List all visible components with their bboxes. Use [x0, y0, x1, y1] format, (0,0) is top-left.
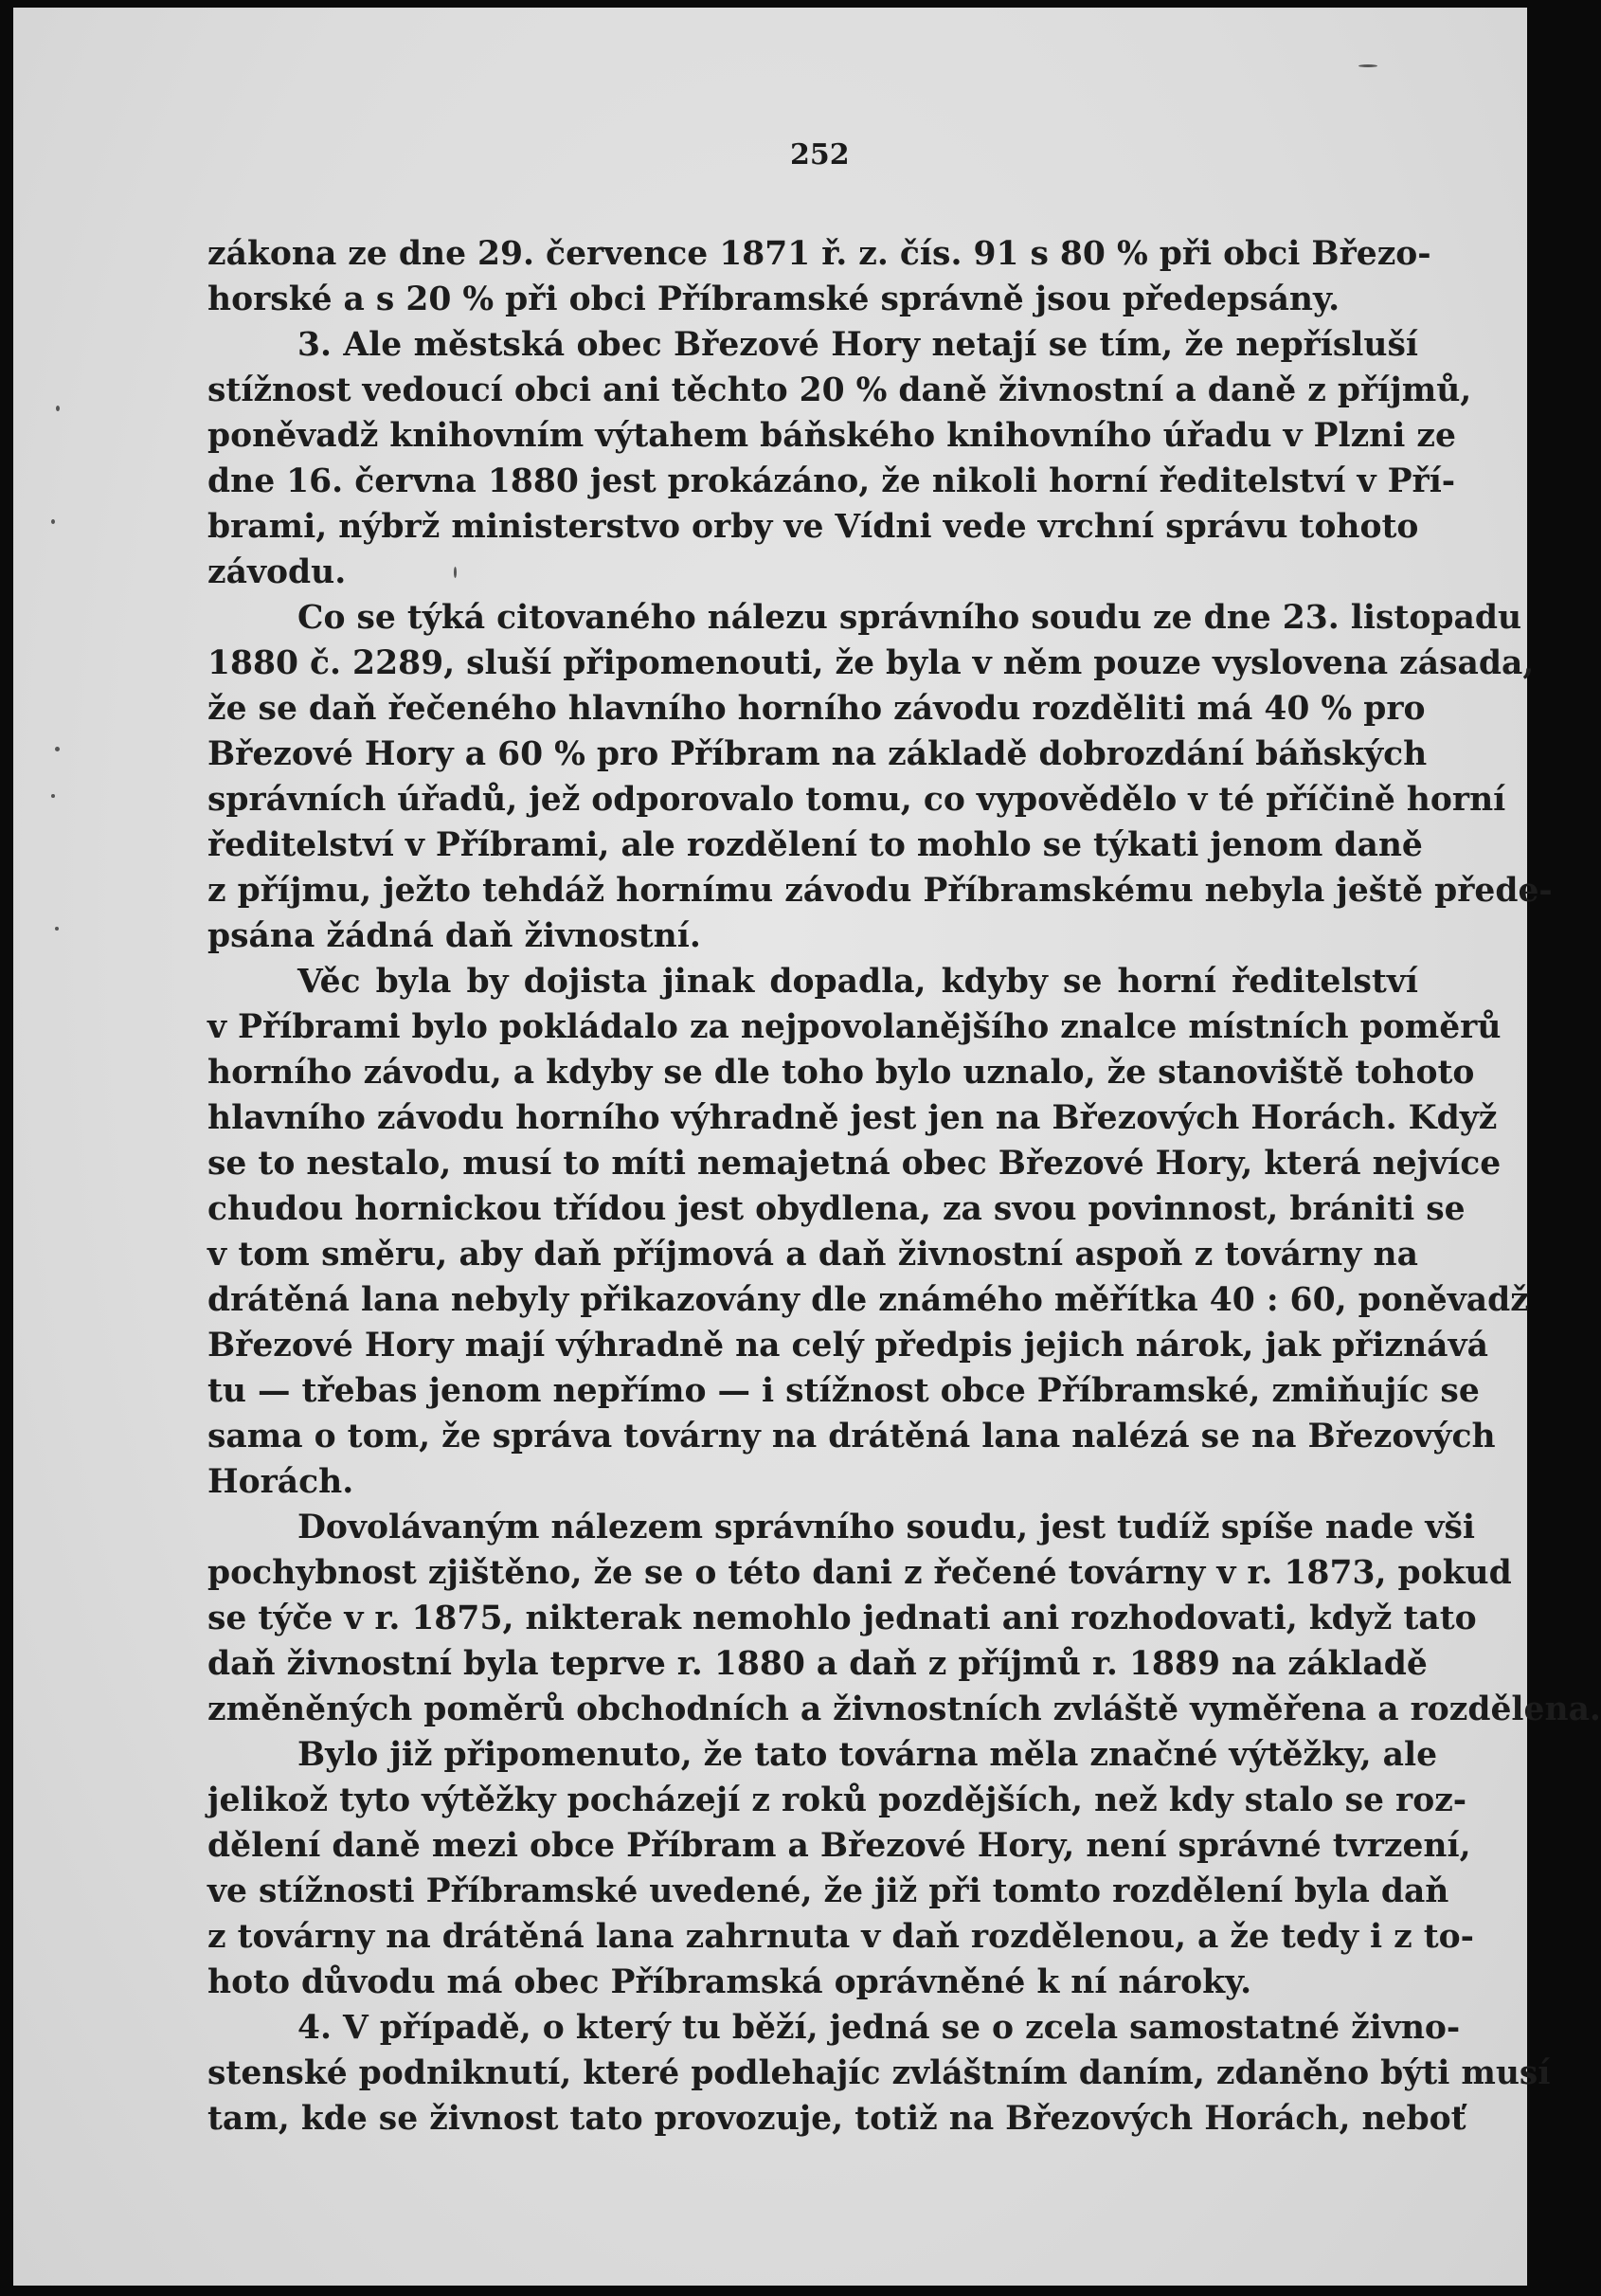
text-line: Co se týká citovaného nálezu správního soudu ze dne 23. listopadu: [297, 599, 1522, 637]
text-line: brami, nýbrž ministerstvo orby ve Vídni vede vrchní správu tohoto: [207, 508, 1419, 546]
text-line: z příjmu, ježto tehdáž hornímu závodu Příbramskému nebyla ještě přede-: [207, 872, 1553, 910]
text-line: že se daň řečeného hlavního horního závodu rozděliti má 40 % pro: [207, 690, 1426, 728]
scan-speck: [51, 794, 55, 798]
text-line: chudou hornickou třídou jest obydlena, za svou povinnost, brániti se: [207, 1190, 1466, 1228]
text-line: pochybnost zjištěno, že se o této dani z řečené továrny v r. 1873, pokud: [207, 1554, 1512, 1592]
text-line: hlavního závodu horního výhradně jest jen na Březových Horách. Když: [207, 1099, 1498, 1137]
text-line: psána žádná daň živnostní.: [207, 917, 701, 955]
page-number: 252: [790, 138, 850, 172]
text-line: sama o tom, že správa továrny na drátěná lana nalézá se na Březových: [207, 1418, 1496, 1455]
text-line: Věc byla by dojista jinak dopadla, kdyby se horní ředitelství: [297, 963, 1418, 1001]
scan-speck: [1358, 64, 1377, 67]
text-line: zákona ze dne 29. července 1871 ř. z. čís. 91 s 80 % při obci Březo-: [207, 235, 1431, 273]
text-line: stenské podniknutí, které podlehajíc zvláštním daním, zdaněno býti musí: [207, 2054, 1551, 2092]
text-line: horního závodu, a kdyby se dle toho bylo uznalo, že stanoviště tohoto: [207, 1054, 1475, 1092]
text-line: tu — třebas jenom nepřímo — i stížnost obce Příbramské, zmiňujíc se: [207, 1372, 1480, 1410]
scan-speck: [454, 567, 457, 578]
text-line: Horách.: [207, 1463, 354, 1501]
text-line: závodu.: [207, 553, 347, 591]
text-line: 1880 č. 2289, sluší připomenouti, že byla v něm pouze vyslovena zásada,: [207, 644, 1535, 682]
scanned-page: [13, 8, 1601, 2286]
text-line: dělení daně mezi obce Příbram a Březové Hory, není správné tvrzení,: [207, 1827, 1471, 1865]
text-line: hoto důvodu má obec Příbramská oprávněné k ní nároky.: [207, 1963, 1252, 2001]
text-line: drátěná lana nebyly přikazovány dle známého měřítka 40 : 60, poněvadž: [207, 1281, 1529, 1319]
scan-speck: [56, 406, 60, 411]
scan-speck: [55, 747, 60, 751]
text-line: v tom směru, aby daň příjmová a daň živnostní aspoň z továrny na: [207, 1236, 1418, 1274]
text-line: Dovolávaným nálezem správního soudu, jest tudíž spíše nade vši: [297, 1509, 1475, 1546]
text-line: v Příbrami bylo pokládalo za nejpovolanějšího znalce místních poměrů: [207, 1008, 1502, 1046]
text-line: správních úřadů, jež odporovalo tomu, co vypovědělo v té příčině horní: [207, 781, 1506, 819]
text-line: stížnost vedoucí obci ani těchto 20 % daně živnostní a daně z příjmů,: [207, 371, 1472, 409]
body-text: [207, 231, 1601, 2142]
text-line: ve stížnosti Příbramské uvedené, že již při tomto rozdělení byla daň: [207, 1872, 1449, 1910]
text-line: jelikož tyto výtěžky pocházejí z roků pozdějších, než kdy stalo se roz-: [207, 1781, 1467, 1819]
text-line: dne 16. června 1880 jest prokázáno, že nikoli horní ředitelství v Pří-: [207, 462, 1456, 500]
text-line: ředitelství v Příbrami, ale rozdělení to mohlo se týkati jenom daně: [207, 826, 1423, 864]
text-line: horské a s 20 % při obci Příbramské správně jsou předepsány.: [207, 280, 1340, 318]
text-line: změněných poměrů obchodních a živnostních zvláště vyměřena a rozdělena.: [207, 1690, 1601, 1728]
text-line: tam, kde se živnost tato provozuje, totiž na Březových Horách, neboť: [207, 2100, 1466, 2138]
text-line: Březové Hory a 60 % pro Příbram na základě dobrozdání báňských: [207, 735, 1428, 773]
text-line: 3. Ale městská obec Březové Hory netají se tím, že nepřísluší: [297, 326, 1418, 364]
text-line: Bylo již připomenuto, že tato továrna měla značné výtěžky, ale: [297, 1736, 1438, 1774]
text-line: daň živnostní byla teprve r. 1880 a daň z příjmů r. 1889 na základě: [207, 1645, 1428, 1683]
scan-speck: [51, 519, 55, 524]
text-line: z továrny na drátěná lana zahrnuta v daň rozdělenou, a že tedy i z to-: [207, 1918, 1474, 1956]
text-line: Březové Hory mají výhradně na celý předpis jejich nárok, jak přiznává: [207, 1327, 1488, 1365]
text-line: poněvadž knihovním výtahem báňského knihovního úřadu v Plzni ze: [207, 417, 1456, 455]
text-line: 4. V případě, o který tu běží, jedná se o zcela samostatné živno-: [297, 2009, 1461, 2047]
text-line: se to nestalo, musí to míti nemajetná obec Březové Hory, která nejvíce: [207, 1145, 1502, 1183]
scan-speck: [55, 927, 59, 931]
text-line: se týče v r. 1875, nikterak nemohlo jednati ani rozhodovati, když tato: [207, 1600, 1477, 1637]
